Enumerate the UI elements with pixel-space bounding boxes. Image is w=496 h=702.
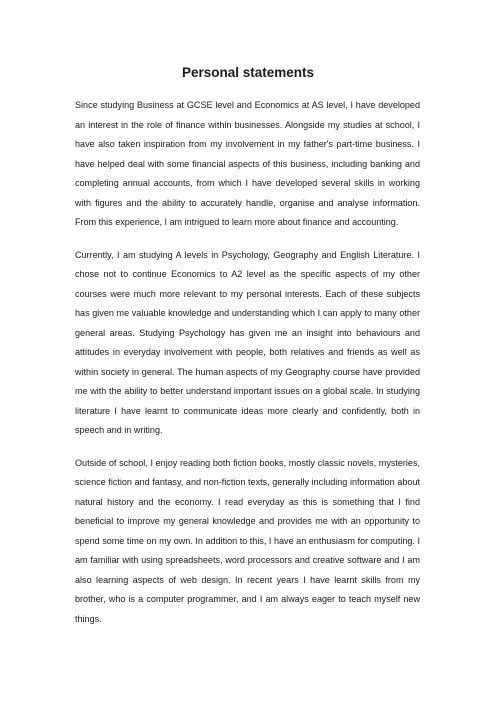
- paragraph-3: Outside of school, I enjoy reading both fiction books, mostly classic novels, mysteries, science fiction and fantasy, and non-fiction texts, generally including information about natural history and the economy. I read everyday as this is something that I find beneficial to improve my general knowledge and provides me with an opportunity to spend some time on my own. In addition to this, I have an enthusiasm for computing. I am familiar with using spreadsheets, word processors and creative software and I am also learning aspects of web design. In recent years I have learnt skills from my brother, who is a computer programmer, and I am always eager to teach myself new things.: [75, 457, 420, 624]
- paragraph-2: Currently, I am studying A levels in Psychology, Geography and English Literature. I chose not to continue Economics to A2 level as the specific aspects of my other courses were much more relevant to my personal interests. Each of these subjects has given me valuable knowledge and understanding which I can apply to many other general areas. Studying Psychology has given me an insight into behaviours and attitudes in everyday involvement with people, both relatives and friends as well as within society in general. The human aspects of my Geography course have provided me with the ability to better understand important issues on a global scale. In studying literature I have learnt to communicate ideas more clearly and confidently, both in speech and in writing.: [75, 249, 420, 435]
- page-title: Personal statements: [181, 65, 315, 80]
- document-body: [75, 96, 420, 642]
- paragraph-1: Since studying Business at GCSE level and Economics at AS level, I have developed an interest in the role of finance within businesses. Alongside my studies at school, I have also taken inspiration from my involvement in my father's part-time business. I have helped deal with some financial aspects of this business, including banking and completing annual accounts, from which I have developed several skills in working with figures and the ability to accurately handle, organise and analyse information. From this experience, I am intrigued to learn more about finance and accounting.: [75, 100, 420, 227]
